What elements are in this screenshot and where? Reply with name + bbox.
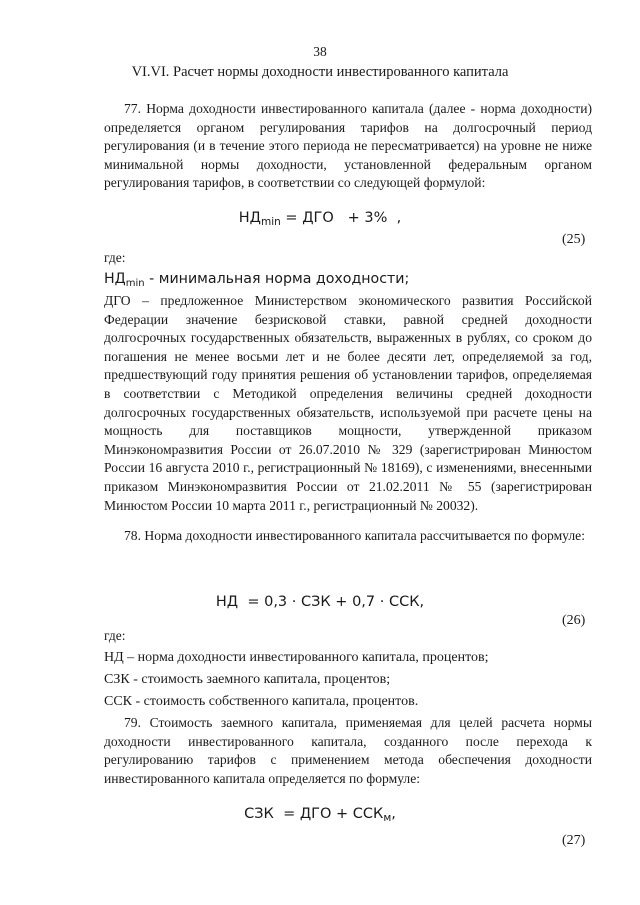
where-label-2: где:	[104, 628, 126, 643]
ndmin-sub: min	[125, 278, 145, 289]
paragraph-79: 79. Стоимость заемного капитала, применяемая для целей расчета нормы доходности инвестированного капитала, созданного после перехода к регулированию тарифов с применением метода обеспечения доходности инвестированного капитала определяется по формуле:	[104, 715, 592, 786]
formula-26-text: НД = 0,3 · СЗК + 0,7 · ССК,	[215, 594, 425, 610]
definition-nd: НД – норма доходности инвестированного капитала, процентов;	[104, 650, 489, 665]
formula-27	[0, 806, 640, 824]
formula-25-lhs: НД	[238, 210, 262, 226]
page-number: 38	[313, 44, 327, 59]
definition-dgo: ДГО – предложенное Министерством экономического развития Российской Федерации значение безрисковой ставки, равной средней доходности долгосрочных государственных обязательств, выраженных в рублях, со сроком до погашения не менее восьми лет и не более десяти лет, определяемой за год, предшествующий году принятия решения об установлении тарифов, определяемая в соответствии с Методикой определения величины средней доходности долгосрочных государственных обязательств, используемой при расчете цены на мощность для поставщиков мощности, утвержденной приказом Минэкономразвития России от 26.07.2010 № 329 (зарегистрирован Минюстом России 16 августа 2010 г., регистрационный № 18169), с изменениями, внесенными приказом Минэкономразвития России от 21.02.2011 № 55 (зарегистрирован Минюстом России 10 марта 2011 г., регистрационный № 20032).	[104, 293, 592, 513]
ndmin-text: - минимальная норма доходности;	[144, 271, 410, 287]
formula-27-main: СЗК = ДГО + ССК	[244, 806, 384, 822]
formula-25-lhs-sub: min	[261, 216, 281, 228]
formula-27-tail: ,	[391, 806, 396, 822]
definition-ndmin	[104, 270, 592, 293]
definition-ssk: ССК - стоимость собственного капитала, процентов.	[104, 694, 419, 709]
equation-number-26: (26)	[562, 613, 586, 628]
paragraph-78: 78. Норма доходности инвестированного капитала рассчитывается по формуле:	[124, 528, 585, 543]
section-title: VI.VI. Расчет нормы доходности инвестированного капитала	[131, 64, 509, 80]
ndmin-symbol: НД	[104, 271, 126, 287]
formula-25	[0, 210, 640, 228]
formula-27-sub: м	[383, 812, 392, 824]
formula-25-rhs: = ДГО + 3% ,	[280, 210, 402, 226]
where-label-1: где:	[104, 250, 126, 265]
paragraph-77: 77. Норма доходности инвестированного капитала (далее - норма доходности) определяется органом регулирования тарифов на долгосрочный период регулирования (и в течение этого периода не пересматривается) на уровне не ниже минимальной нормы доходности, установленной федеральным органом регулирования тарифов, в соответствии со следующей формулой:	[104, 101, 592, 191]
formula-26	[0, 594, 640, 610]
equation-number-27: (27)	[562, 833, 586, 848]
definition-szk: СЗК - стоимость заемного капитала, процентов;	[104, 672, 391, 687]
equation-number-25: (25)	[562, 232, 586, 247]
